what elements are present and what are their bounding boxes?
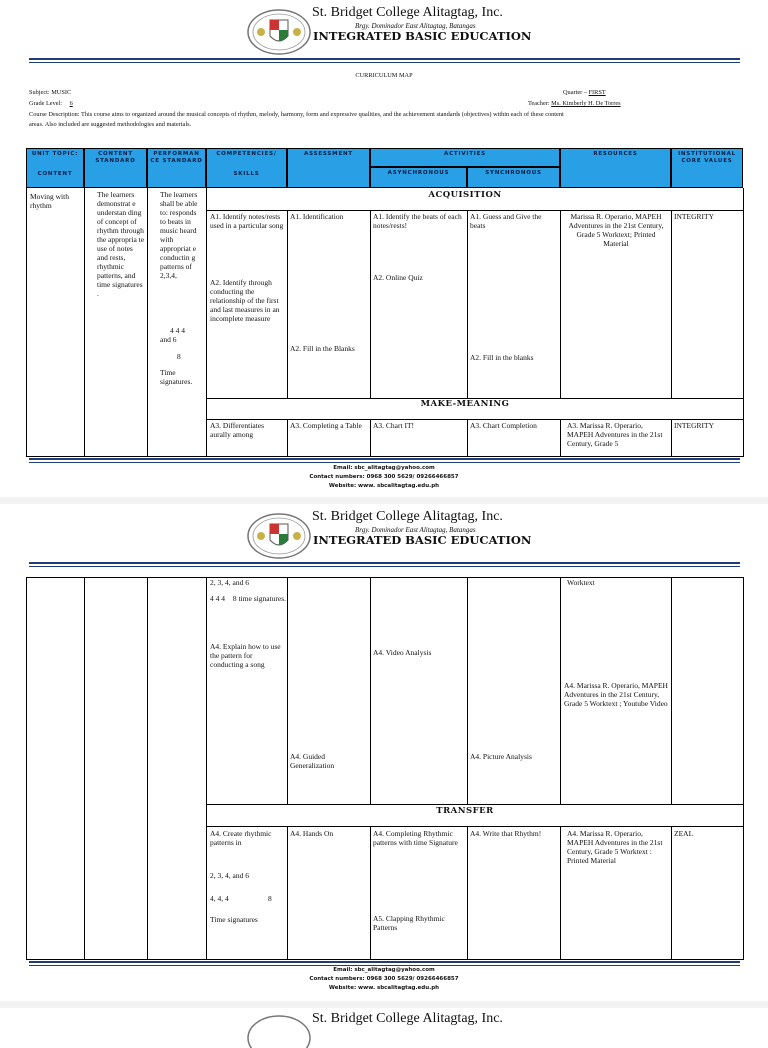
- page-header: [0, 504, 768, 566]
- header-assessment: ASSESSMENT: [304, 151, 353, 157]
- footer-website: Website: www. sbcalitagtag.edu.ph: [328, 483, 440, 489]
- school-seal-logo: [246, 1014, 312, 1048]
- header-rule-thin: [29, 566, 740, 567]
- cell-skill-a4: A4. Explain how to use the pattern for conducting a song: [210, 642, 281, 669]
- page-header: [0, 0, 768, 62]
- course-description-continued: areas. Also included are suggested methodologies and materials.: [29, 121, 192, 128]
- footer-rule-thin: [29, 965, 740, 966]
- cell-sync-a3: A3. Chart Completion: [470, 421, 537, 430]
- phase-make-meaning: MAKE-MEANING: [420, 399, 510, 409]
- cell-async-a2: A2. Online Quiz: [373, 273, 423, 282]
- cell-sync-a4: A4. Picture Analysis: [470, 752, 532, 761]
- cell-content: Moving with rhythm: [30, 192, 69, 210]
- footer-rule: [29, 458, 740, 460]
- cell-skill-8-time: 8 time signatures.: [232, 594, 286, 603]
- document-title: CURRICULUM MAP: [355, 72, 413, 79]
- header-unit-topic: UNIT TOPIC:: [31, 151, 79, 157]
- school-department: INTEGRATED BASIC EDUCATION: [313, 29, 532, 43]
- document-page-2: [0, 504, 768, 1001]
- cell-performance-standard: The learners shall be able to: responds to beats in music heard with appropriat e conductin g patterns of 2,3,4,: [160, 190, 198, 280]
- cell-perf-and6: and 6: [160, 335, 177, 344]
- header-rule: [29, 562, 740, 564]
- cell-values-acq: INTEGRITY: [674, 212, 714, 221]
- cell-skill-continued: 2, 3, 4, and 6: [210, 578, 249, 587]
- school-seal-logo: [246, 512, 312, 560]
- phase-acquisition: ACQUISITION: [428, 190, 502, 200]
- school-address: Brgy. Dominador East Alitagtag, Batangas: [355, 526, 476, 534]
- cell-transfer-values: ZEAL: [674, 829, 694, 838]
- cell-async-a1: A1. Identify the beats of each notes/rests!: [373, 212, 462, 230]
- header-content-standard: CONTENT STANDARD: [95, 151, 136, 164]
- cell-content-standard: The learners demonstrat e understan ding of concept of rhythm through the appropria te use of notes and rests, rhythmic patterns, and time signatures .: [97, 190, 145, 298]
- grade-level-label: Grade Level: 6: [29, 100, 73, 107]
- cell-skill-a3: A3. Differentiates aurally among: [210, 421, 265, 439]
- phase-transfer: TRANSFER: [436, 806, 494, 816]
- quarter-label: Quarter – FIRST: [563, 89, 606, 96]
- cell-skill-444: 4 4 4: [210, 594, 225, 603]
- cell-perf-time: Time signatures.: [160, 368, 193, 386]
- subject-label: Subject: MUSIC: [29, 89, 72, 96]
- cell-transfer-assessment: A4. Hands On: [290, 829, 334, 838]
- footer-email: Email: sbc_alitagtag@yahoo.com: [333, 465, 435, 471]
- cell-assessment-a4: A4. Guided Generalization: [290, 752, 335, 770]
- cell-resources-acq: Marissa R. Operario, MAPEH Adventures in the 21st Century, Grade 5 Worktext; Printed Material: [568, 212, 664, 248]
- school-name: St. Bridget College Alitagtag, Inc.: [312, 5, 503, 20]
- cell-transfer-skill-sigs: 2, 3, 4, and 6: [210, 871, 249, 880]
- cell-sync-a2: A2. Fill in the blanks: [470, 353, 534, 362]
- header-rule: [29, 58, 740, 60]
- header-resources: RESOURCES: [593, 151, 638, 157]
- course-description: Course Description: This course aims to organized around the musical concepts of rhythm, melody, harmony, form and expressive qualities, and the achievement standards (objectives) within each of these content: [29, 111, 564, 118]
- school-department: INTEGRATED BASIC EDUCATION: [313, 533, 532, 547]
- school-seal-logo: [246, 8, 312, 56]
- cell-transfer-skill-8: 8: [268, 894, 272, 903]
- cell-transfer-resources: A4. Marissa R. Operario, MAPEH Adventures in the 21st Century, Grade 5 Worktext : Printed Material: [567, 829, 663, 865]
- header-core-values: INSTITUTIONAL CORE VALUES: [678, 151, 736, 164]
- cell-transfer-sync: A4. Write that Rhythm!: [470, 829, 542, 838]
- cell-async-a4: A4. Video Analysis: [373, 648, 432, 657]
- header-asynchronous: ASYNCHRONOUS: [387, 170, 450, 176]
- cell-async-a3: A3. Chart IT!: [373, 421, 415, 430]
- footer-website: Website: www. sbcalitagtag.edu.ph: [328, 985, 440, 991]
- footer-contact: Contact numbers: 0968 300 5629/ 09266466857: [309, 474, 459, 480]
- cell-transfer-skill-444: 4, 4, 4: [210, 894, 229, 903]
- document-page-1: [0, 0, 768, 497]
- cell-assessment-a2: A2. Fill in the Blanks: [290, 344, 355, 353]
- cell-sync-a1: A1. Guess and Give the beats: [470, 212, 542, 230]
- school-name: St. Bridget College Alitagtag, Inc.: [312, 1011, 503, 1026]
- cell-skill-a2: A2. Identify through conducting the relationship of the first and last measures in an incomplete measure: [210, 278, 280, 323]
- cell-values-mm: INTEGRITY: [674, 421, 714, 430]
- cell-perf-444: 4 4 4: [170, 326, 185, 335]
- school-name: St. Bridget College Alitagtag, Inc.: [312, 509, 503, 524]
- footer-email: Email: sbc_alitagtag@yahoo.com: [333, 967, 435, 973]
- header-rule-thin: [29, 62, 740, 63]
- header-performance-standard: PERFORMAN CE STANDARD: [150, 151, 203, 164]
- cell-perf-8: 8: [177, 352, 181, 361]
- cell-resources-mm: A3. Marissa R. Operario, MAPEH Adventures in the 21st Century, Grade 5: [567, 421, 663, 448]
- cell-assessment-a1: A1. Identification: [290, 212, 344, 221]
- footer-rule: [29, 961, 740, 963]
- school-address: Brgy. Dominador East Alitagtag, Batangas: [355, 22, 476, 30]
- header-content: CONTENT: [37, 171, 73, 177]
- cell-transfer-async-a5: A5. Clapping Rhythmic Patterns: [373, 914, 445, 932]
- header-competencies: COMPETENCIES/: [216, 151, 277, 157]
- cell-transfer-time-sigs: Time signatures: [210, 915, 258, 924]
- document-page-3: [0, 1008, 768, 1048]
- cell-resources-continued: Worktext: [567, 578, 595, 587]
- cell-transfer-skill: A4. Create rhythmic patterns in: [210, 829, 272, 847]
- header-activities: ACTIVITIES: [444, 151, 486, 157]
- teacher-label: Teacher: Ms. Kimberly H. De Torres: [528, 100, 621, 107]
- footer-contact: Contact numbers: 0968 300 5629/ 09266466857: [309, 976, 459, 982]
- footer-rule-thin: [29, 462, 740, 463]
- header-skills: SKILLS: [233, 171, 260, 177]
- cell-resources-a4: A4. Marissa R. Operario, MAPEH Adventures in the 21st Century, Grade 5 Worktext ; Youtube Video: [564, 681, 668, 708]
- cell-skill-a1: A1. Identify notes/rests used in a particular song: [210, 212, 284, 230]
- cell-assessment-a3: A3. Completing a Table: [290, 421, 362, 430]
- cell-transfer-async-a4: A4. Completing Rhythmic patterns with time Signature: [373, 829, 458, 847]
- header-synchronous: SYNCHRONOUS: [485, 170, 542, 176]
